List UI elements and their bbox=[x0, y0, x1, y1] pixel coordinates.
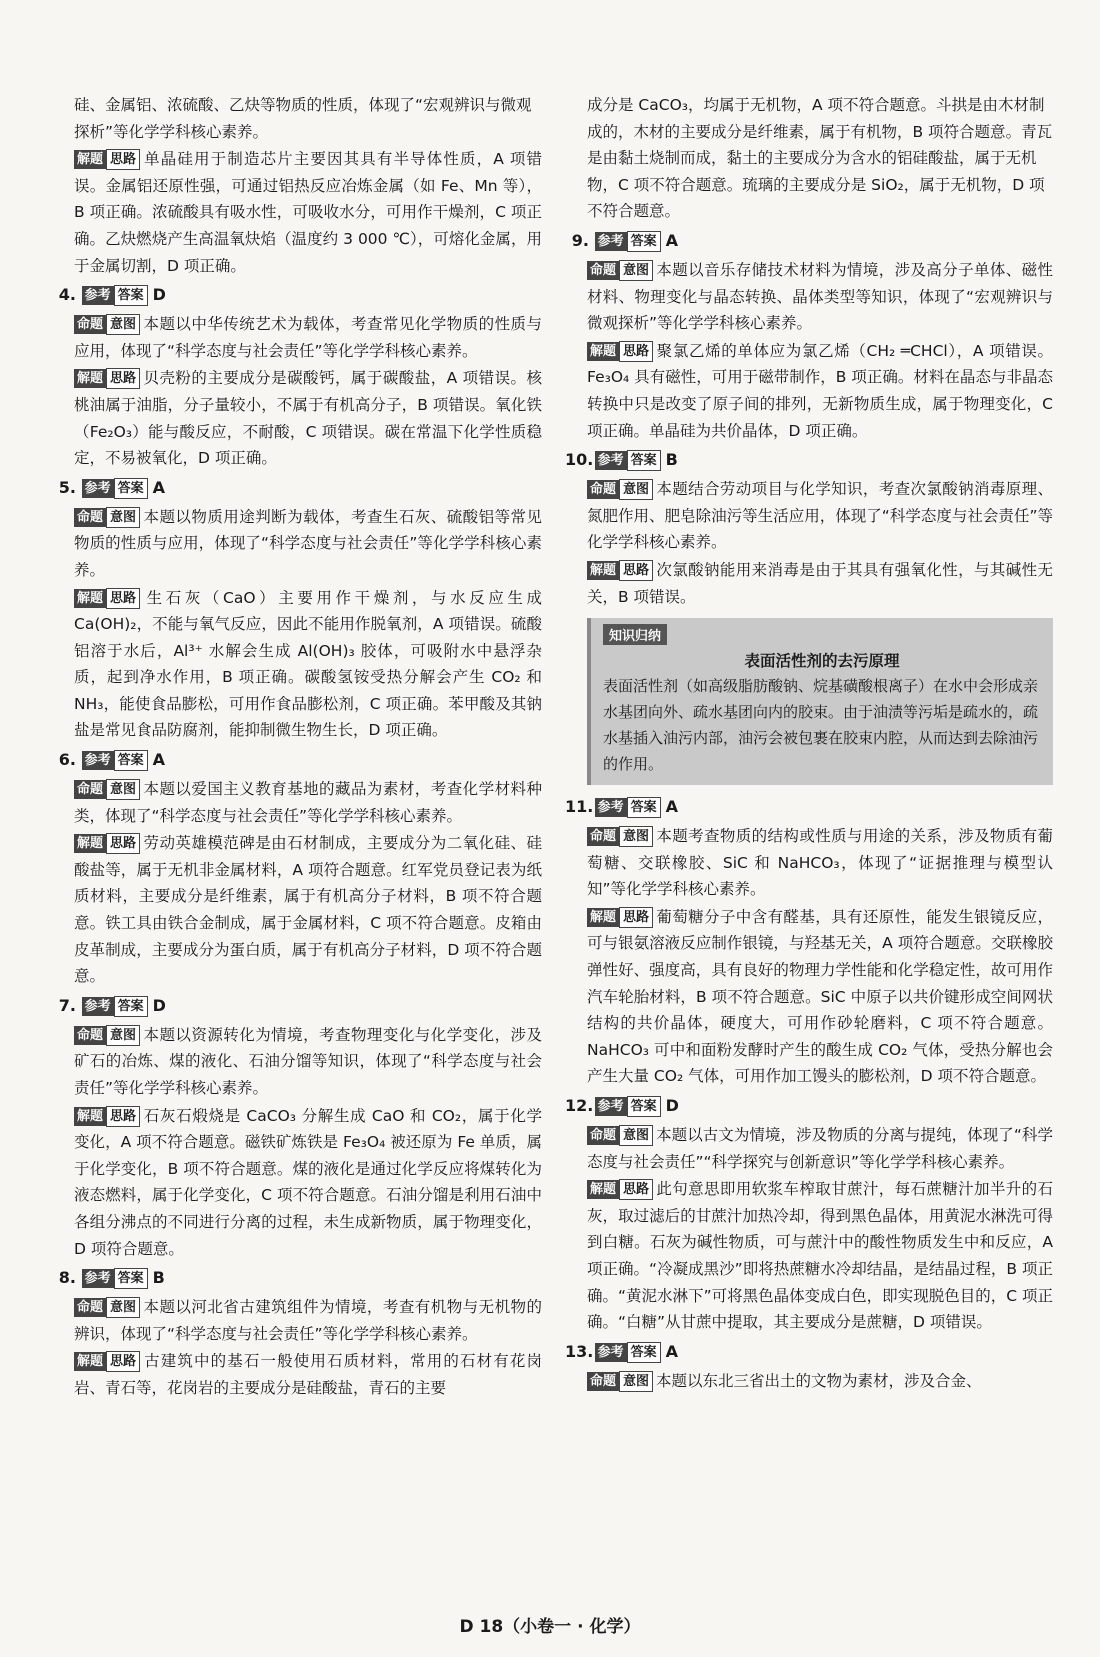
answer-tag: 参考 答案 bbox=[595, 797, 661, 816]
left-column bbox=[52, 92, 542, 1403]
intent-block: 命题 意图 本题以河北省古建筑组件为情境，考查有机物与无机物的辨识，体现了“科学态度与社会责任”等化学学科核心素养。 bbox=[74, 1298, 542, 1343]
solution-tag: 解题 思路 bbox=[74, 833, 140, 852]
intent-block: 命题 意图 本题以资源转化为情境，考查物理变化与化学变化，涉及矿石的冶炼、煤的液化、石油分馏等知识，体现了“科学态度与社会责任”等化学学科核心素养。 bbox=[74, 1025, 542, 1097]
intent-tag: 命题 意图 bbox=[74, 779, 140, 798]
answer-row-13: 13. 参考 答案 A bbox=[565, 1341, 678, 1361]
note-tag: 知识归纳 bbox=[603, 624, 667, 645]
intent-tag: 命题 意图 bbox=[74, 1025, 140, 1044]
intent-block: 命题 意图 本题以物质用途判断为载体，考查生石灰、硫酸铝等常见物质的性质与应用，体现了“科学态度与社会责任”等化学学科核心素养。 bbox=[74, 507, 542, 579]
solution-block: 解题 思路 古建筑中的基石一般使用石质材料，常用的石材有花岗岩、青石等，花岗岩的主要成分是硅酸盐，青石的主要 bbox=[74, 1352, 542, 1397]
page-footer: D 18（小卷一 · 化学） bbox=[459, 1617, 641, 1637]
note-title: 表面活性剂的去污原理 bbox=[744, 652, 900, 671]
right-column bbox=[565, 92, 1053, 1395]
answer-tag: 参考 答案 bbox=[82, 285, 148, 304]
note-body: 表面活性剂（如高级脂肪酸钠、烷基磺酸根离子）在水中会形成亲水基团向外、疏水基团向内的胶束。由于油渍等污垢是疏水的，疏水基插入油污内部，油污会被包裹在胶束内腔，从而达到去除油污的作用。 bbox=[603, 677, 1039, 774]
solution-tag: 解题 思路 bbox=[74, 368, 140, 387]
solution-tag: 解题 思路 bbox=[74, 588, 140, 607]
answer-tag: 参考 答案 bbox=[595, 1342, 661, 1361]
answer-tag: 参考 答案 bbox=[82, 750, 148, 769]
answer-row-7: 7. 参考 答案 D bbox=[58, 995, 166, 1015]
answer-row-12: 12. 参考 答案 D bbox=[565, 1096, 679, 1116]
solution-tag: 解题 思路 bbox=[74, 149, 140, 168]
intent-tag: 命题 意图 bbox=[587, 1125, 653, 1144]
solution-block: 解题 思路 葡萄糖分子中含有醛基，具有还原性，能发生银镜反应，可与银氨溶液反应制作银镜，与羟基无关，A 项符合题意。交联橡胶弹性好、强度高，具有良好的物理力学性能和化学稳定性，故可用作汽车轮胎材料，B 项不符合题意。SiC 中原子以共价键形成空间网状结构的共价晶体，硬度大，可用作砂轮磨料，C 项不符合题意。NaHCO₃ 可中和面粉发酵时产生的酸生成 CO₂ 气体，受热分解也会产生大量 CO₂ 气体，可用作加工馒头的膨松剂，D 项不符合题意。 bbox=[587, 907, 1053, 1086]
solution-block: 解题 思路 单晶硅用于制造芯片主要因其具有半导体性质，A 项错误。金属铝还原性强，可通过铝热反应冶炼金属（如 Fe、Mn 等），B 项正确。浓硫酸具有吸水性，可吸收水分，可用作干燥剂，C 项正确。乙炔燃烧产生高温氧炔焰（温度约 3 000 ℃），可熔化金属，用于金属切割，D 项正确。 bbox=[74, 150, 542, 275]
solution-block: 解题 思路 此句意思即用软浆车榨取甘蔗汁，每石蔗糖汁加半升的石灰，取过滤后的甘蔗汁加热冷却，得到黑色晶体，用黄泥水淋洗可得到白糖。石灰为碱性物质，可与蔗汁中的酸性物质发生中和反应，A 项正确。“冷凝成黑沙”即将热蔗糖水冷却结晶，是结晶过程，B 项正确。“黄泥水淋下”可将黑色晶体变成白色，即实现脱色目的，C 项正确。“白糖”从甘蔗中提取，其主要成分是蔗糖，D 项错误。 bbox=[587, 1180, 1053, 1332]
intent-tag: 命题 意图 bbox=[74, 507, 140, 526]
intent-tag: 命题 意图 bbox=[587, 260, 653, 279]
answer-row-4: 4. 参考 答案 D bbox=[58, 285, 166, 305]
intent-block: 命题 意图 本题以东北三省出土的文物为素材，涉及合金、 bbox=[587, 1368, 1053, 1395]
intent-tag: 命题 意图 bbox=[587, 1371, 653, 1390]
answer-row-11: 11. 参考 答案 A bbox=[565, 797, 678, 817]
answer-row-6: 6. 参考 答案 A bbox=[58, 750, 165, 770]
answer-tag: 参考 答案 bbox=[595, 450, 661, 469]
intent-tag: 命题 意图 bbox=[74, 1297, 140, 1316]
solution-tag: 解题 思路 bbox=[587, 907, 653, 926]
knowledge-note-box bbox=[587, 618, 1053, 785]
solution-block: 解题 思路 贝壳粉的主要成分是碳酸钙，属于碳酸盐，A 项错误。核桃油属于油脂，分子量较小，不属于有机高分子，B 项错误。氧化铁（Fe₂O₃）能与酸反应，不耐酸，C 项错误。碳在常温下化学性质稳定，不易被氧化，D 项正确。 bbox=[74, 369, 542, 468]
solution-tag: 解题 思路 bbox=[587, 1179, 653, 1198]
solution-tag: 解题 思路 bbox=[587, 560, 653, 579]
intent-block: 命题 意图 本题以爱国主义教育基地的藏品为素材，考查化学材料种类，体现了“科学态度与社会责任”等化学学科核心素养。 bbox=[74, 780, 542, 825]
intent-tag: 命题 意图 bbox=[587, 826, 653, 845]
intent-tag: 命题 意图 bbox=[74, 314, 140, 333]
solution-block: 解题 思路 次氯酸钠能用来消毒是由于其具有强氧化性，与其碱性无关，B 项错误。 bbox=[587, 560, 1053, 606]
intent-tag: 命题 意图 bbox=[587, 479, 653, 498]
answer-tag: 参考 答案 bbox=[82, 1268, 148, 1287]
intent-block: 命题 意图 本题结合劳动项目与化学知识，考查次氯酸钠消毒原理、氮肥作用、肥皂除油污等生活应用，体现了“科学态度与社会责任”等化学学科核心素养。 bbox=[587, 480, 1053, 552]
intent-block: 命题 意图 本题以中华传统艺术为载体，考查常见化学物质的性质与应用，体现了“科学态度与社会责任”等化学学科核心素养。 bbox=[74, 315, 542, 360]
continued-text: 成分是 CaCO₃，均属于无机物，A 项不符合题意。斗拱是由木材制成的，木材的主要成分是纤维素，属于有机物，B 项符合题意。青瓦是由黏土烧制而成，黏土的主要成分为含水的铝硅酸盐，属于无机物，C 项不符合题意。琉璃的主要成分是 SiO₂，属于无机物，D 项不符合题意。 bbox=[587, 96, 1053, 221]
answer-row-8: 8. 参考 答案 B bbox=[58, 1268, 165, 1288]
solution-block: 解题 思路 石灰石煅烧是 CaCO₃ 分解生成 CaO 和 CO₂，属于化学变化，A 项不符合题意。磁铁矿炼铁是 Fe₃O₄ 被还原为 Fe 单质，属于化学变化，B 项不符合题意。煤的液化是通过化学反应将煤转化为液态燃料，属于化学变化，C 项不符合题意。石油分馏是利用石油中各组分沸点的不同进行分离的过程，未生成新物质，属于物理变化，D 项符合题意。 bbox=[74, 1106, 542, 1258]
intent-block: 命题 意图 本题考查物质的结构或性质与用途的关系，涉及物质有葡萄糖、交联橡胶、SiC 和 NaHCO₃，体现了“证据推理与模型认知”等化学学科核心素养。 bbox=[587, 827, 1053, 899]
solution-tag: 解题 思路 bbox=[74, 1351, 140, 1370]
answer-tag: 参考 答案 bbox=[595, 1096, 661, 1115]
solution-block: 解题 思路 劳动英雄模范碑是由石材制成，主要成分为二氧化硅、硅酸盐等，属于无机非金属材料，A 项符合题意。红军党员登记表为纸质材料，主要成分是纤维素，属于有机高分子材料，B 项不符合题意。铁工具由铁合金制成，属于金属材料，C 项不符合题意。皮箱由皮革制成，主要成分为蛋白质，属于有机高分子材料，D 项不符合题意。 bbox=[74, 834, 542, 986]
answer-row-9: 9. 参考 答案 A bbox=[571, 230, 678, 250]
solution-tag: 解题 思路 bbox=[74, 1106, 140, 1125]
answer-tag: 参考 答案 bbox=[82, 478, 148, 497]
answer-tag: 参考 答案 bbox=[595, 231, 661, 250]
solution-block: 解题 思路 生石灰（CaO）主要用作干燥剂，与水反应生成 Ca(OH)₂，不能与氧气反应，因此不能用作脱氧剂，A 项错误。硫酸铝溶于水后，Al³⁺ 水解会生成 Al(OH)₃ 胶体，可吸附水中悬浮杂质，起到净水作用，B 项正确。碳酸氢铵受热分解会产生 CO₂ 和 NH₃，能使食品膨松，可用作食品膨松剂，C 项正确。苯甲酸及其钠盐是常见食品防腐剂，能抑制微生物生长，D 项正确。 bbox=[74, 588, 542, 740]
solution-tag: 解题 思路 bbox=[587, 341, 653, 360]
answer-row-10: 10. 参考 答案 B bbox=[565, 450, 678, 470]
intent-block: 命题 意图 本题以古文为情境，涉及物质的分离与提纯，体现了“科学态度与社会责任”“科学探究与创新意识”等化学学科核心素养。 bbox=[587, 1126, 1053, 1171]
answer-row-5: 5. 参考 答案 A bbox=[58, 477, 165, 497]
answer-tag: 参考 答案 bbox=[82, 996, 148, 1015]
continued-text: 硅、金属铝、浓硫酸、乙炔等物质的性质，体现了“宏观辨识与微观探析”等化学学科核心素养。 bbox=[74, 96, 532, 141]
solution-block: 解题 思路 聚氯乙烯的单体应为氯乙烯（CH₂ ═CHCl），A 项错误。Fe₃O₄ 具有磁性，可用于磁带制作，B 项正确。材料在晶态与非晶态转换中只是改变了原子间的排列，无新物质生成，属于物理变化，C 项正确。单晶硅为共价晶体，D 项正确。 bbox=[587, 341, 1053, 440]
intent-block: 命题 意图 本题以音乐存储技术材料为情境，涉及高分子单体、磁性材料、物理变化与晶态转换、晶体类型等知识，体现了“宏观辨识与微观探析”等化学学科核心素养。 bbox=[587, 260, 1053, 333]
